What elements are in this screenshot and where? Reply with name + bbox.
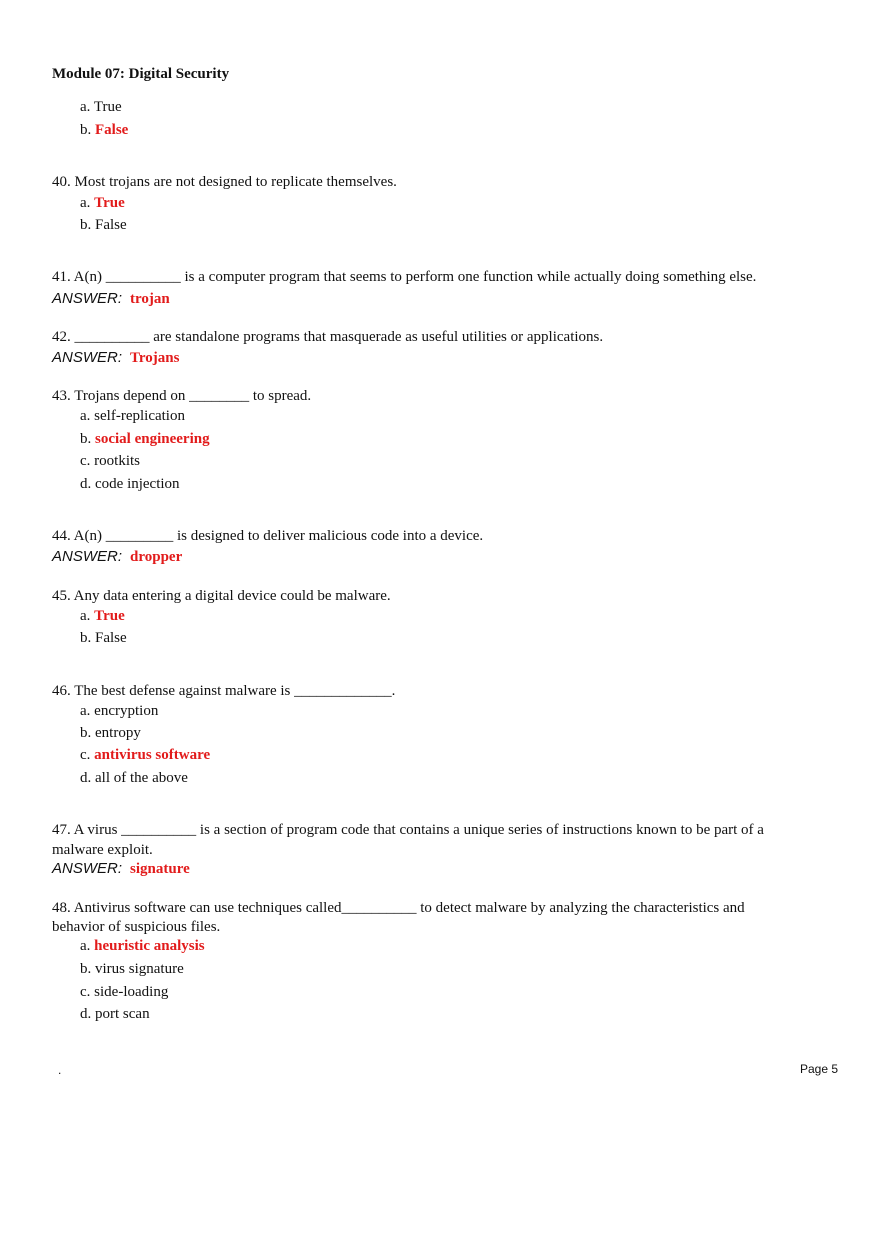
option-a: a. True: [80, 608, 125, 624]
option-b: b. entropy: [80, 725, 141, 741]
option-c: c. antivirus software: [80, 747, 211, 763]
option-c: c. side-loading: [80, 984, 169, 1000]
answer-label: ANSWER:: [52, 349, 123, 366]
option-d: d. code injection: [80, 476, 180, 492]
answer-label: ANSWER:: [52, 860, 123, 877]
page-title: Module 07: Digital Security: [52, 66, 230, 82]
answer-line: [52, 349, 179, 367]
correct-answer: heuristic analysis: [94, 938, 205, 954]
option-d: d. all of the above: [80, 770, 188, 786]
correct-answer: False: [95, 122, 129, 138]
option-b: b. social engineering: [80, 431, 210, 447]
question-text: 44. A(n) _________ is designed to deliver malicious code into a device.: [52, 528, 484, 544]
question-text: 41. A(n) __________ is a computer program that seems to perform one function while actually doing something else.: [52, 269, 757, 285]
option-a: a. self-replication: [80, 408, 185, 424]
correct-answer: social engineering: [95, 431, 210, 447]
option-a: a. encryption: [80, 703, 159, 719]
option-a: a. True: [80, 99, 122, 115]
question-text-line-1: 48. Antivirus software can use techniques called__________ to detect malware by analyzing the characteristics and: [52, 900, 745, 916]
footer-mark: .: [58, 1063, 62, 1077]
option-b: b. False: [80, 122, 129, 138]
answer-line: [52, 548, 182, 566]
question-text-line-2: behavior of suspicious files.: [52, 919, 221, 935]
correct-answer: Trojans: [130, 350, 180, 366]
option-a: a. heuristic analysis: [80, 938, 205, 954]
correct-answer: trojan: [130, 291, 170, 307]
answer-line: [52, 290, 170, 308]
answer-label: ANSWER:: [52, 548, 123, 565]
correct-answer: True: [94, 608, 125, 624]
option-a: a. True: [80, 195, 125, 211]
answer-label: ANSWER:: [52, 290, 123, 307]
question-text: 43. Trojans depend on ________ to spread.: [52, 388, 312, 404]
option-b: b. False: [80, 217, 127, 233]
correct-answer: dropper: [130, 549, 183, 565]
question-text: 40. Most trojans are not designed to replicate themselves.: [52, 174, 397, 190]
answer-line: [52, 860, 190, 878]
option-b: b. False: [80, 630, 127, 646]
question-text: 45. Any data entering a digital device could be malware.: [52, 588, 391, 604]
question-text: 42. __________ are standalone programs that masquerade as useful utilities or applications.: [52, 329, 604, 345]
option-b: b. virus signature: [80, 961, 184, 977]
question-text: 46. The best defense against malware is _____________.: [52, 683, 396, 699]
correct-answer: signature: [130, 861, 190, 877]
question-text-line-2: malware exploit.: [52, 842, 153, 858]
page-number: Page 5: [800, 1062, 839, 1076]
question-text-line-1: 47. A virus __________ is a section of program code that contains a unique series of instructions known to be part of a: [52, 822, 764, 838]
option-d: d. port scan: [80, 1006, 150, 1022]
option-c: c. rootkits: [80, 453, 141, 469]
correct-answer: antivirus software: [94, 747, 211, 763]
correct-answer: True: [94, 195, 125, 211]
